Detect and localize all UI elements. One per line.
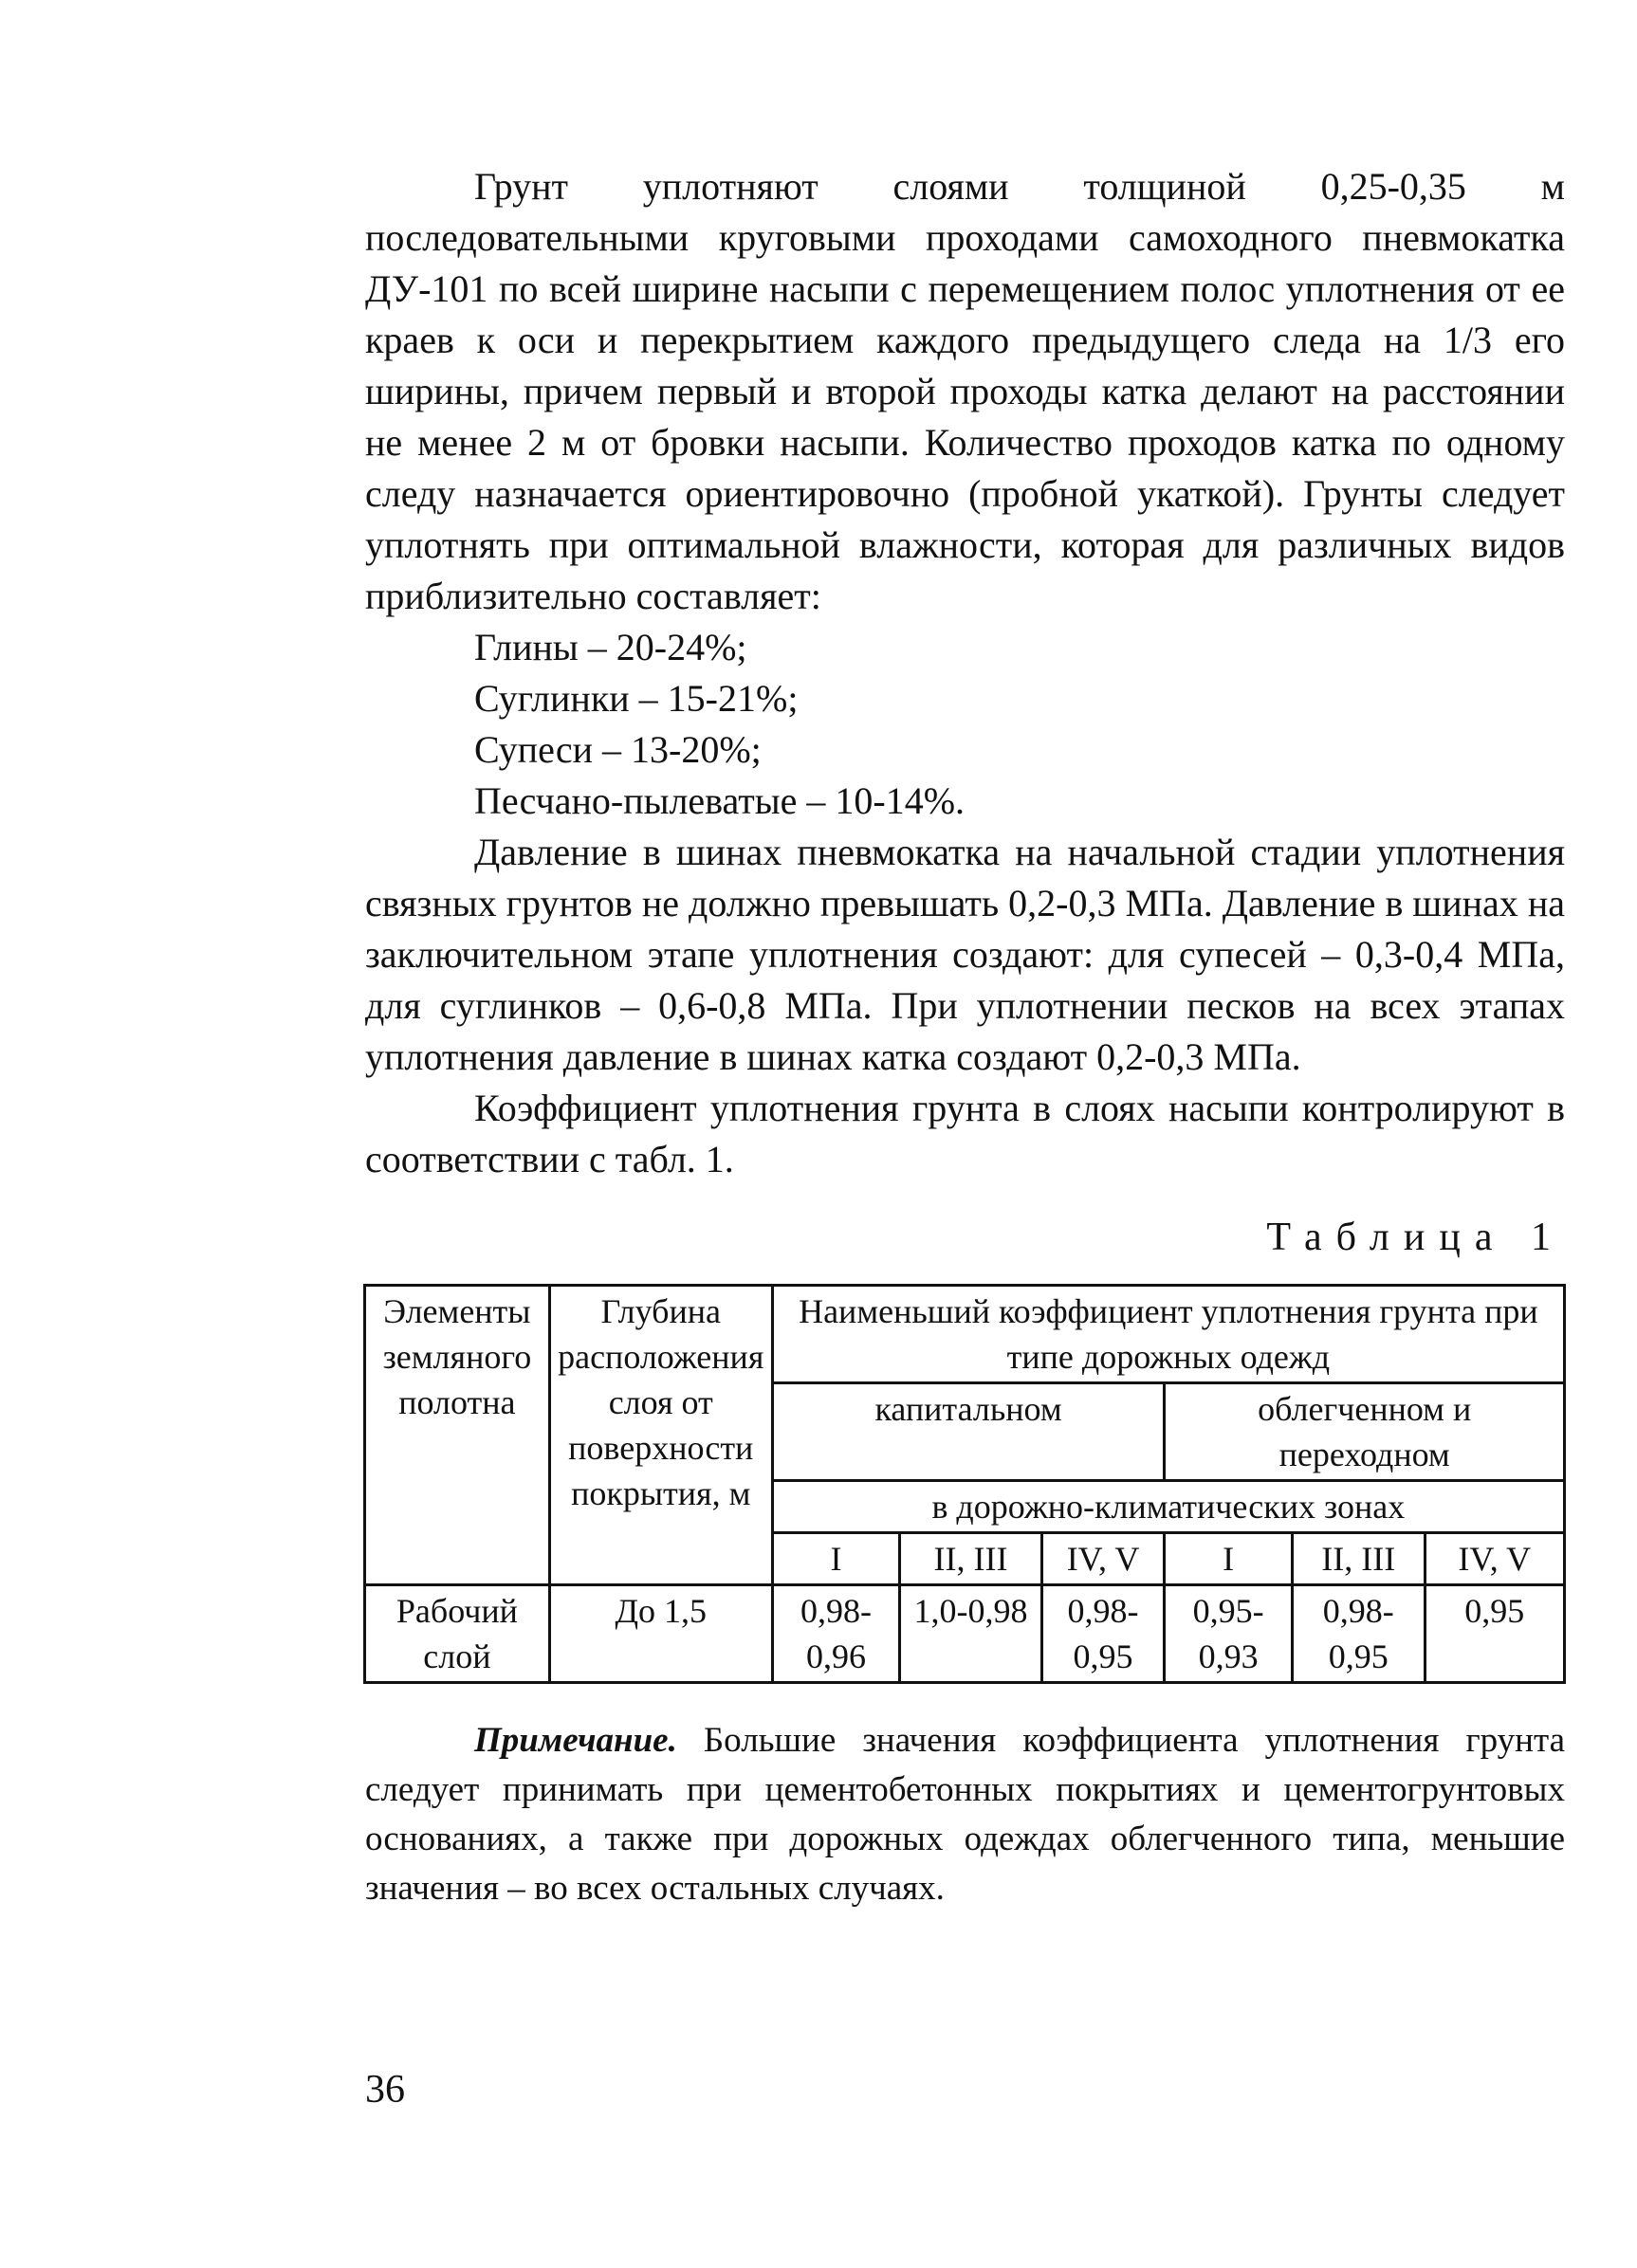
header-elements: Элементы земляного полотна [365, 1286, 550, 1585]
list-item: Супеси – 13-20%; [474, 728, 762, 771]
cell-depth: До 1,5 [549, 1585, 772, 1683]
compaction-table [363, 1284, 1566, 1684]
page-number: 36 [365, 2068, 405, 2112]
zone-header: II, III [1292, 1533, 1425, 1585]
paragraph-coefficient: Коэффициент уплотнения грунта в слоях насыпи контролируют в соответствии с табл. 1. [365, 1087, 1565, 1180]
zone-header: I [772, 1533, 900, 1585]
cell-value: 0,98-0,95 [1292, 1585, 1425, 1683]
header-capital: капитальном [772, 1383, 1165, 1481]
paragraph-compaction: Грунт уплотняют слоями толщиной 0,25-0,35 м последовательными круговыми проходами самоходного пневмокатка ДУ-101 по всей ширине насыпи с перемещением полос уплотнения от ее краев к оси и перекрытием каждого предыдущего следа на 1/3 его ширины, причем первый и второй проходы катка делают на расстоянии не менее 2 м от бровки насыпи. Количество проходов катка по одному следу назначается ориентировочно (пробной укаткой). Грунты следует уплотнять при оптимальной влажности, которая для различных видов приблизительно составляет: [365, 165, 1565, 617]
zone-header: IV, V [1425, 1533, 1564, 1585]
zone-header: IV, V [1041, 1533, 1165, 1585]
header-zones: в дорожно-климатических зонах [772, 1481, 1564, 1533]
moisture-list [365, 622, 1565, 827]
table-row [365, 1585, 1565, 1683]
list-item: Глины – 20-24%; [474, 626, 747, 668]
note-paragraph [365, 1716, 1565, 1913]
page-body [365, 161, 1565, 1948]
header-lightweight: облегченном и переходном [1165, 1383, 1565, 1481]
cell-value: 0,98-0,95 [1041, 1585, 1165, 1683]
cell-value: 0,95 [1425, 1585, 1564, 1683]
paragraph-pressure: Давление в шинах пневмокатка на начальной стадии уплотнения связных грунтов не должно превышать 0,2-0,3 МПа. Давление в шинах на заключительном этапе уплотнения создают: для супесей – 0,3-0,4 МПа, для суглинков – 0,6-0,8 МПа. При уплотнении песков на всех этапах уплотнения давление в шинах катка создают 0,2-0,3 МПа. [365, 831, 1565, 1078]
cell-value: 0,95-0,93 [1165, 1585, 1293, 1683]
cell-value: 1,0-0,98 [900, 1585, 1041, 1683]
cell-value: 0,98-0,96 [772, 1585, 900, 1683]
zone-header: II, III [900, 1533, 1041, 1585]
header-depth: Глубина расположения слоя от поверхности покрытия, м [549, 1286, 772, 1585]
cell-element: Рабочий слой [365, 1585, 550, 1683]
list-item: Песчано-пылеватые – 10-14%. [474, 779, 966, 822]
note-text: Большие значения коэффициента уплотнения грунта следует принимать при цементобетонных покрытиях и цементогрунтовых основаниях, а также при дорожных одеждах облегченного типа, меньшие значения – во всех остальных случаях. [365, 1721, 1565, 1908]
note-label: Примечание. [474, 1721, 677, 1760]
zone-header: I [1165, 1533, 1293, 1585]
table-caption: Таблица 1 [1266, 1216, 1565, 1259]
list-item: Суглинки – 15-21%; [474, 677, 799, 720]
header-coefficient: Наименьший коэффициент уплотнения грунта при типе дорожных одежд [772, 1286, 1564, 1383]
